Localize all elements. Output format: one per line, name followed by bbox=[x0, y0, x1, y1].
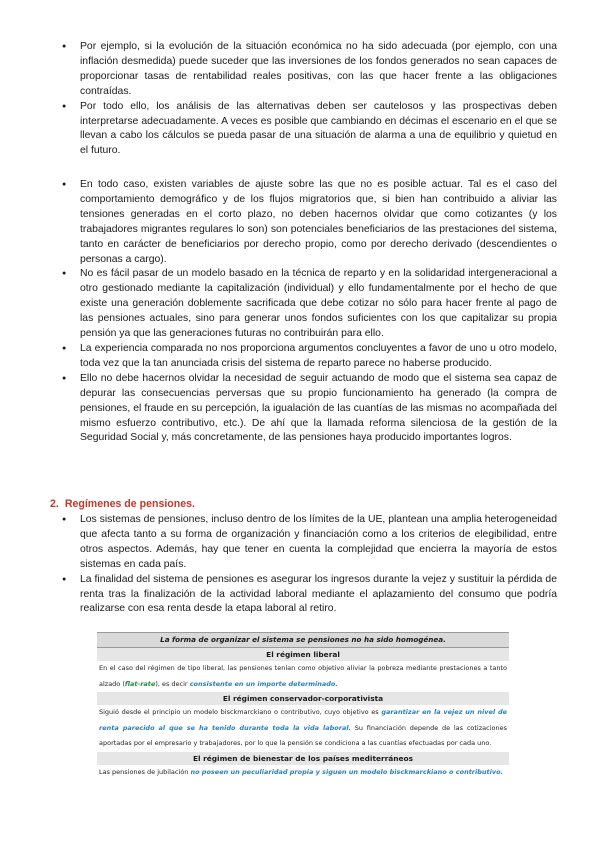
list-item: ● Por ejemplo, si la evolución de la situación económica no ha sido adecuada (por ejemplo, con una inflación desmedida) puede suceder que las inversiones de los fondos generados no sean capaces de proporcionar tasas de rentabilidad reales positivas, con las que hacer frente a las obligaciones contraídas. bbox=[60, 40, 557, 100]
liberal-text-b: ), es decir bbox=[155, 679, 190, 688]
list-item: ● La finalidad del sistema de pensiones es asegurar los ingresos durante la vejez y sustituir la pérdida de renta tras la finalización de la actividad laboral mediante el aplazamiento del consumo que podría realizarse con esa renta desde la etapa laboral al retiro. bbox=[60, 573, 557, 618]
conservador-text-a: Siguió desde el principio un modelo bisckmarckiano o contributivo, cuyo objetivo es bbox=[99, 708, 382, 716]
list-item: ● Los sistemas de pensiones, incluso dentro de los límites de la UE, plantean una amplia heterogeneidad que afecta tanto a su forma de organización y financiación como a los criterios de elegibilidad, entre otros aspectos. Además, hay que tener en cuenta la complejidad que encierra la mayoría de estos sistemas en cada país. bbox=[60, 513, 557, 573]
bullet-list-2 bbox=[60, 178, 557, 446]
list-item: ● Ello no debe hacernos olvidar la necesidad de seguir actuando de modo que el sistema sea capaz de depurar las consecuencias perversas que su propio funcionamiento ha generado (la compra de pensiones, el fraude en su percepción, la igualación de las cuantías de las mismas no acompañada del mismo esfuerzo contributivo, etc.). De ahí que la llamada reforma silenciosa de la gestión de la Seguridad Social y, más concretamente, de las pensiones haya producido importantes logros. bbox=[60, 372, 557, 447]
list-item: ● Por todo ello, los análisis de las alternativas deben ser cautelosos y las prospectivas deben interpretarse adecuadamente. A veces es posible que cambiando en décimas el escenario en el que se llevan a cabo los cálculos se pueda pasar de una situación de alarma a una de equilibrio y quietud en el futuro. bbox=[60, 100, 557, 160]
section-number: 2. bbox=[50, 498, 59, 510]
mediterraneo-text bbox=[97, 765, 509, 781]
section-title: Regímenes de pensiones. bbox=[64, 498, 195, 510]
pension-regimes-table bbox=[97, 632, 509, 780]
section-heading bbox=[50, 498, 195, 510]
mediterraneo-title: El régimen de bienestar de los países mediterráneos bbox=[97, 752, 509, 765]
bullet-list-3 bbox=[60, 513, 557, 617]
conservador-text bbox=[97, 705, 509, 752]
liberal-title: El régimen liberal bbox=[97, 648, 509, 661]
flat-rate-term: flat-rate bbox=[124, 679, 156, 688]
list-item: ● No es fácil pasar de un modelo basado en la técnica de reparto y en la solidaridad intergeneracional a otro gestionado mediante la capitalización (individual) y ello fundamentalmente por el hecho de que existe una generación doblemente sacrificada que debe cotizar no sólo para hacer frente al pago de las pensiones actuales, sino para generar unos fondos suficientes con los que capitalizar su propia pensión ya que las generaciones futuras no contribuirán para ello. bbox=[60, 267, 557, 342]
mediterraneo-text-a: Las pensiones de jubilación bbox=[99, 767, 191, 776]
liberal-text bbox=[97, 661, 509, 692]
list-item: ● La experiencia comparada no nos proporciona argumentos concluyentes a favor de uno u otro modelo, toda vez que la tan anunciada crisis del sistema de reparto parece no haberse producido. bbox=[60, 342, 557, 372]
list-item: ● En todo caso, existen variables de ajuste sobre las que no es posible actuar. Tal es el caso del comportamiento demográfico y de los flujos migratorios que, si bien han contribuido a aliviar las tensiones generadas en el corto plazo, no deben hacernos olvidar que como cotizantes (y los trabajadores migrantes regulares lo son) son potenciales beneficiarios de las prestaciones del sistema, tanto en carácter de beneficiarios por derecho propio, como por derecho derivado (descendientes o personas a cargo). bbox=[60, 178, 557, 267]
liberal-text-a: En el caso del régimen de tipo liberal, las pensiones tenían como objetivo aliviar la pobreza mediante prestaciones a tanto alzado ( bbox=[99, 664, 507, 688]
table-header: La forma de organizar el sistema se pensiones no ha sido homogénea. bbox=[97, 632, 509, 648]
conservador-highlight: garantizar en la vejez un nivel de renta parecido al que se ha tenido durante toda la vida laboral. bbox=[99, 708, 507, 732]
liberal-highlight: consistente en un importe determinado. bbox=[189, 679, 338, 688]
mediterraneo-highlight: no poseen un peculiaridad propia y siguen un modelo bisckmarckiano o contributivo. bbox=[190, 767, 504, 776]
bullet-list-1 bbox=[60, 40, 557, 159]
conservador-title: El régimen conservador-corporativista bbox=[97, 692, 509, 705]
conservador-text-b: Su financiación depende de las cotizaciones aportadas por el empresario y trabajadores, por lo que la pensión se condiciona a las cuantías efectuadas por cada uno. bbox=[99, 723, 507, 747]
